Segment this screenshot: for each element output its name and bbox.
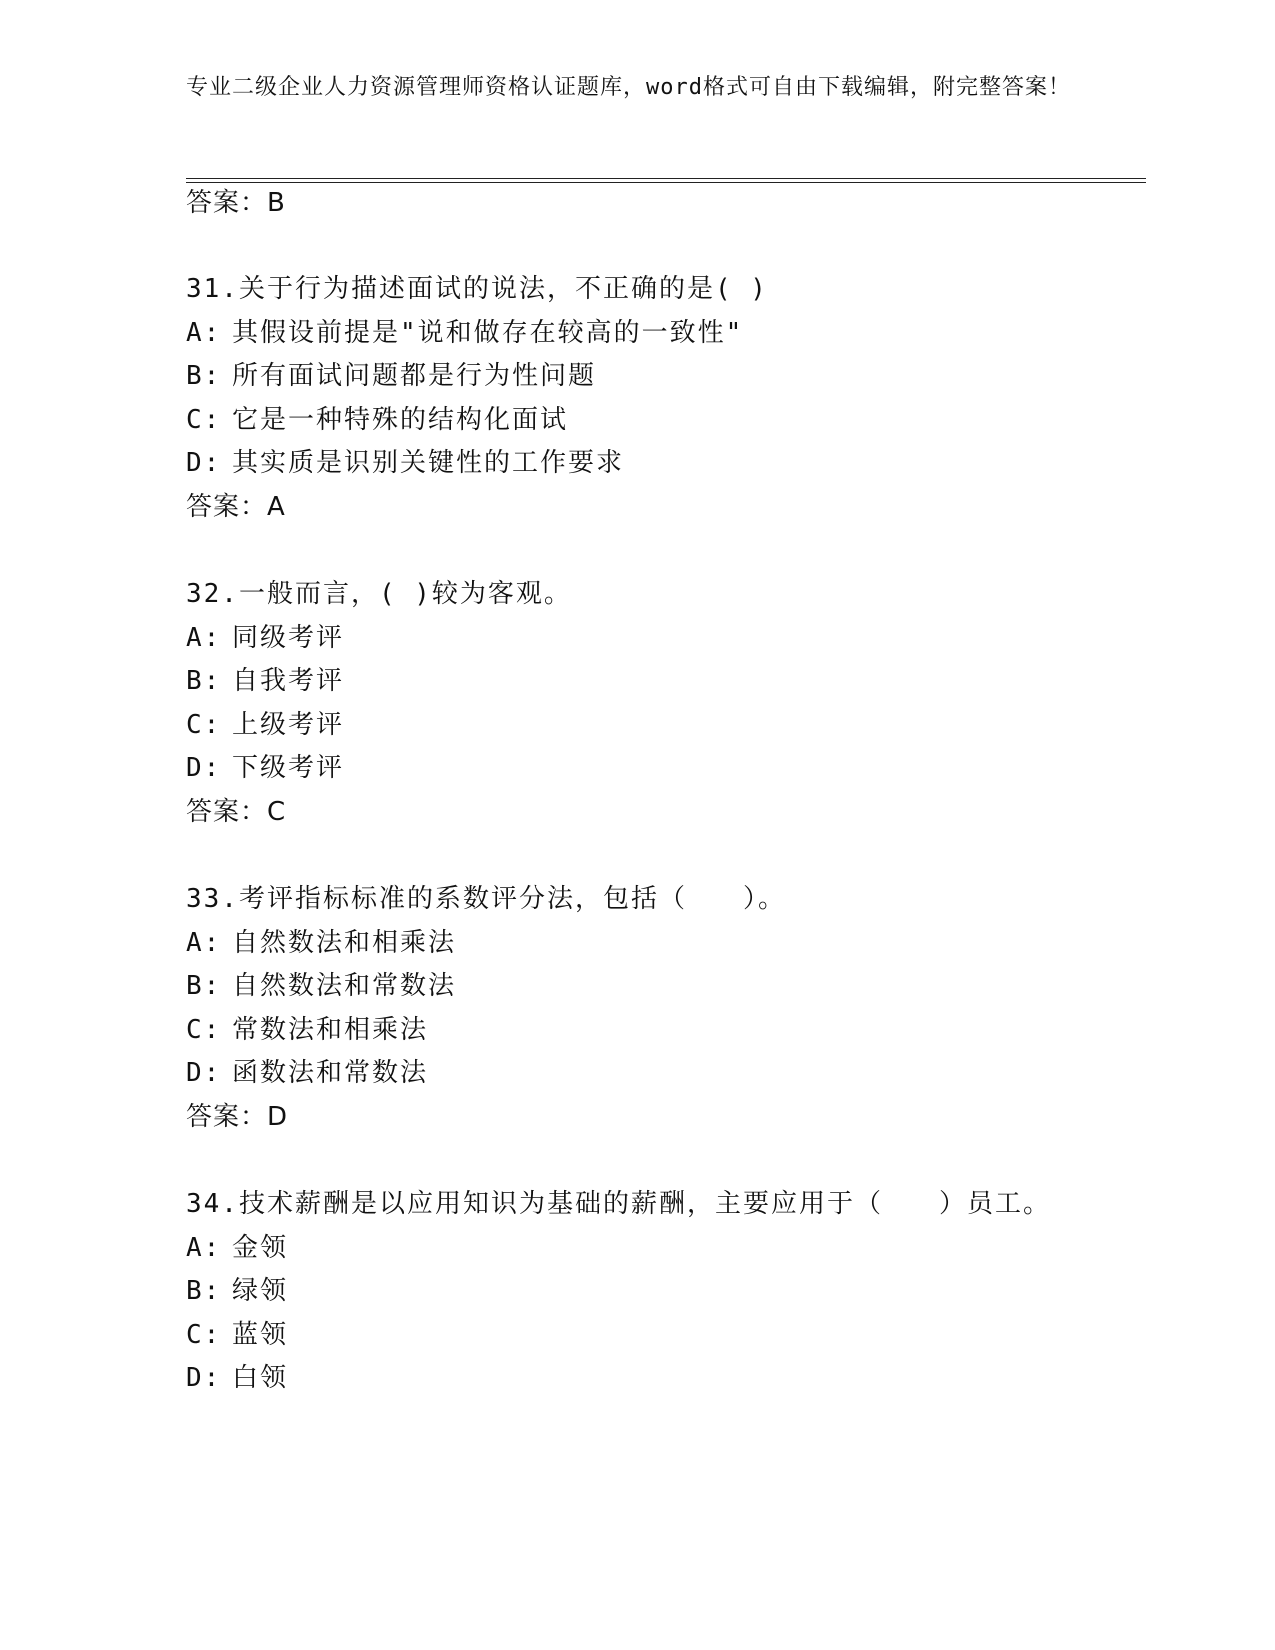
option-text: 常数法和相乘法 (232, 1015, 429, 1045)
option-text: 绿领 (232, 1276, 289, 1306)
option-b (186, 969, 456, 1003)
option-a (186, 1231, 288, 1265)
answer: 答案：C (186, 797, 287, 827)
question-stem: 33.考评指标标准的系数评分法，包括（ ）。 (186, 884, 786, 914)
option-text: 自然数法和相乘法 (232, 928, 457, 958)
option-text: 白领 (232, 1363, 289, 1393)
option-letter: A: (186, 1233, 222, 1263)
option-text: 下级考评 (232, 753, 345, 783)
option-text: 自然数法和常数法 (232, 971, 457, 1001)
question-stem: 31.关于行为描述面试的说法，不正确的是( ) (186, 274, 768, 304)
option-b (186, 1274, 288, 1308)
option-letter: A: (186, 318, 222, 348)
option-letter: D: (186, 753, 222, 783)
option-text: 自我考评 (232, 666, 345, 696)
header-divider-top (186, 178, 1146, 179)
document-header: 专业二级企业人力资源管理师资格认证题库，word格式可自由下载编辑，附完整答案！ (186, 75, 1071, 100)
option-text: 上级考评 (232, 710, 345, 740)
option-letter: C: (186, 1015, 222, 1045)
option-a (186, 621, 344, 655)
option-text: 它是一种特殊的结构化面试 (232, 405, 569, 435)
previous-answer: 答案：B (186, 188, 286, 218)
option-letter: C: (186, 405, 222, 435)
option-text: 金领 (232, 1233, 289, 1263)
option-b (186, 664, 344, 698)
option-d (186, 1056, 428, 1090)
option-letter: B: (186, 666, 222, 696)
option-letter: D: (186, 448, 222, 478)
option-letter: C: (186, 710, 222, 740)
option-c (186, 1318, 288, 1352)
option-d (186, 1361, 288, 1395)
option-text: 其实质是识别关键性的工作要求 (232, 448, 625, 478)
option-letter: B: (186, 1276, 222, 1306)
option-letter: C: (186, 1320, 222, 1350)
option-letter: B: (186, 971, 222, 1001)
option-letter: D: (186, 1363, 222, 1393)
option-letter: D: (186, 1058, 222, 1088)
option-a (186, 316, 743, 350)
answer: 答案：A (186, 492, 286, 522)
option-c (186, 1013, 428, 1047)
header-divider-bottom (186, 182, 1146, 183)
option-text: 其假设前提是"说和做存在较高的一致性" (232, 318, 744, 348)
option-text: 同级考评 (232, 623, 345, 653)
option-text: 蓝领 (232, 1320, 289, 1350)
option-d (186, 751, 344, 785)
option-d (186, 446, 624, 480)
option-letter: B: (186, 361, 222, 391)
question-stem: 34.技术薪酬是以应用知识为基础的薪酬，主要应用于（ ）员工。 (186, 1189, 1051, 1219)
option-letter: A: (186, 928, 222, 958)
option-c (186, 708, 344, 742)
option-letter: A: (186, 623, 222, 653)
option-text: 所有面试问题都是行为性问题 (232, 361, 597, 391)
option-text: 函数法和常数法 (232, 1058, 429, 1088)
question-stem: 32.一般而言，( )较为客观。 (186, 579, 572, 609)
option-c (186, 403, 568, 437)
option-a (186, 926, 456, 960)
answer: 答案：D (186, 1102, 289, 1132)
option-b (186, 359, 596, 393)
